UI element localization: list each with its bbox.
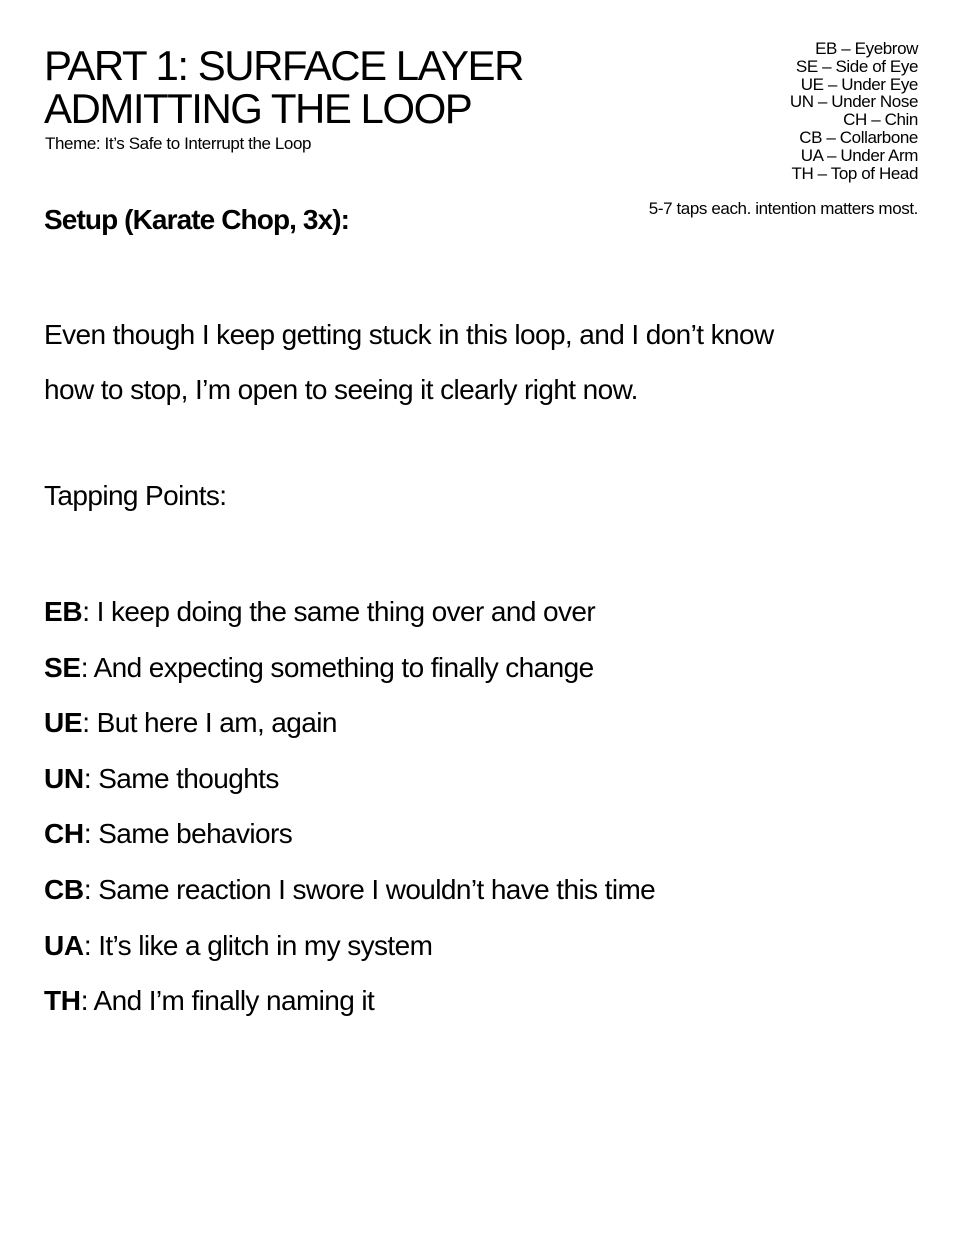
legend-item-cb: CB – Collarbone (799, 127, 918, 147)
point-text: : I keep doing the same thing over and over (82, 596, 596, 627)
list-item-se (44, 640, 655, 696)
list-item-un (44, 751, 655, 807)
legend-item-ue: UE – Under Eye (800, 74, 918, 94)
tap-count-note: 5-7 taps each. intention matters most. (648, 199, 918, 218)
legend-item-ch: CH – Chin (843, 110, 918, 130)
point-text: : Same thoughts (83, 762, 279, 794)
setup-statement-line-2: how to stop, I’m open to seeing it clearly right now. (44, 374, 638, 405)
point-abbr: CB (44, 873, 84, 905)
point-text: : It’s like a glitch in my system (83, 929, 433, 961)
list-item-cb (44, 862, 655, 918)
list-item-ue (44, 695, 655, 751)
setup-statement-line-1: Even though I keep getting stuck in this loop, and I don’t know (44, 319, 774, 350)
setup-heading: Setup (Karate Chop, 3x): (44, 204, 350, 235)
point-abbr: UE (44, 707, 83, 739)
title-line-2: ADMITTING THE LOOP (44, 85, 472, 132)
page-title (44, 44, 523, 130)
point-text: : Same reaction I swore I wouldn’t have this time (83, 873, 656, 905)
title-line-1: PART 1: SURFACE LAYER (44, 42, 523, 89)
point-abbr: EB (44, 596, 83, 627)
list-item-th (44, 973, 655, 1029)
list-item-ua (44, 918, 655, 974)
legend-item-un: UN – Under Nose (789, 92, 918, 112)
point-text: : And I’m finally naming it (80, 985, 375, 1017)
tapping-points-list (44, 584, 655, 1029)
list-item-ch (44, 806, 655, 862)
point-text: : Same behaviors (83, 818, 293, 850)
point-abbr: UN (44, 762, 84, 794)
point-text: : And expecting something to finally change (80, 651, 594, 683)
point-abbr: UA (44, 929, 84, 961)
legend-item-th: TH – Top of Head (791, 163, 918, 183)
tapping-points-heading: Tapping Points: (44, 480, 227, 511)
theme-subtitle: Theme: It’s Safe to Interrupt the Loop (45, 134, 312, 153)
legend-item-se: SE – Side of Eye (795, 56, 918, 76)
setup-statement (44, 307, 904, 417)
list-item-eb (44, 584, 655, 640)
point-abbr: CH (44, 818, 84, 850)
legend-item-ua: UA – Under Arm (800, 145, 918, 165)
tapping-points-legend (790, 40, 918, 182)
legend-item-eb: EB – Eyebrow (815, 39, 918, 58)
point-abbr: SE (44, 651, 81, 683)
point-text: : But here I am, again (82, 707, 337, 739)
point-abbr: TH (44, 985, 81, 1017)
